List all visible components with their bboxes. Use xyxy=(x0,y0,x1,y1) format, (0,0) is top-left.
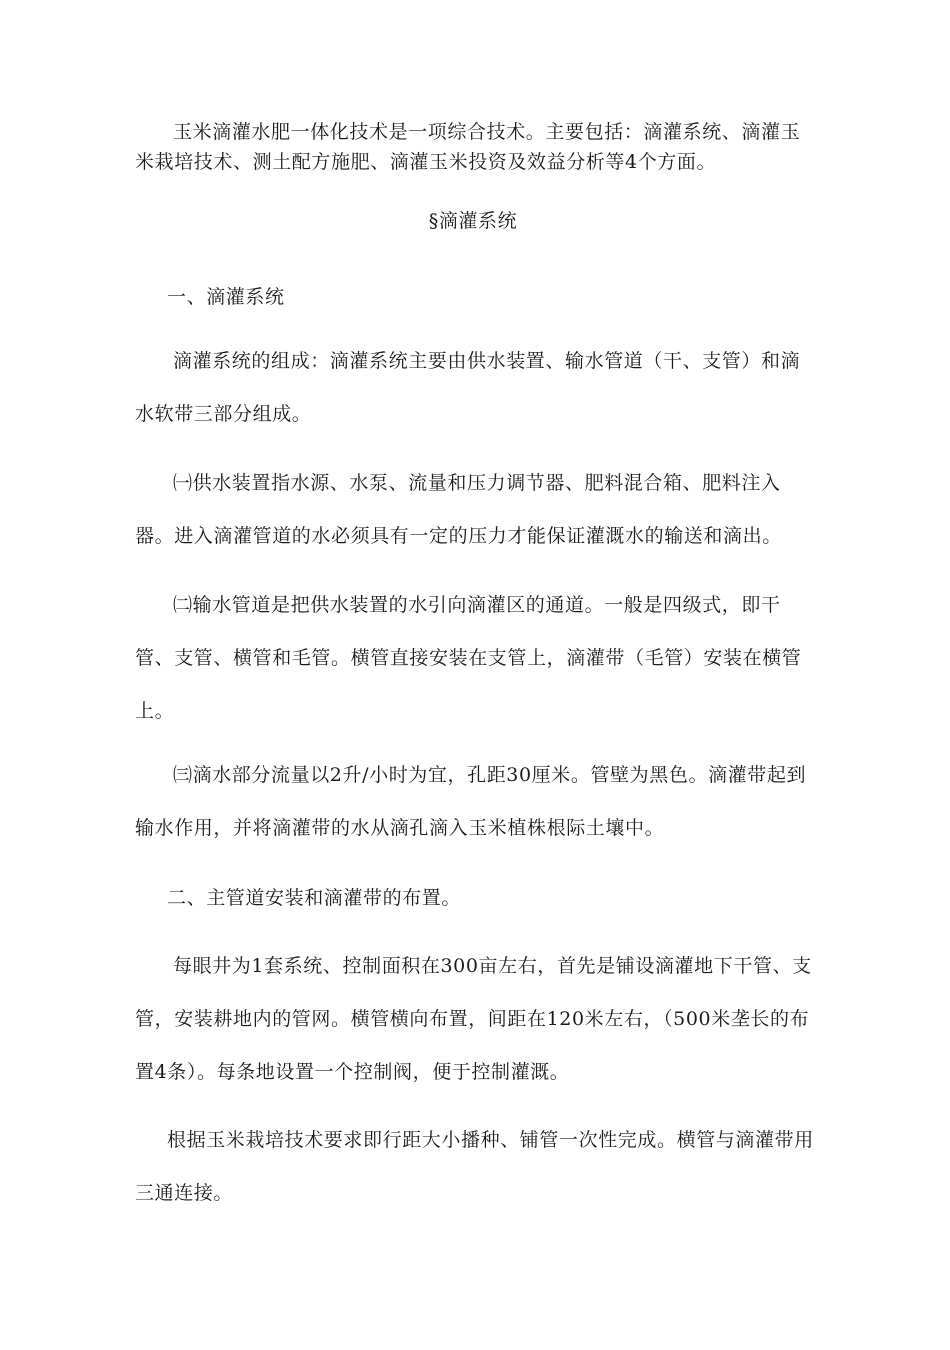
heading-drip-system: 一、滴灌系统 xyxy=(167,286,285,308)
intro-paragraph: 玉米滴灌水肥一体化技术是一项综合技术。主要包括：滴灌系统、滴灌玉米栽培技术、测土配方施肥、滴灌玉米投资及效益分析等4个方面。 xyxy=(135,121,801,173)
item-pipeline: ㈡输水管道是把供水装置的水引向滴灌区的通道。一般是四级式，即干管、支管、横管和毛管。横管直接安装在支管上，滴灌带（毛管）安装在横管上。 xyxy=(135,594,802,722)
planting-paragraph: 根据玉米栽培技术要求即行距大小播种、铺管一次性完成。横管与滴灌带用三通连接。 xyxy=(135,1129,814,1204)
item-dripping: ㈢滴水部分流量以2升/小时为宜，孔距30厘米。管壁为黑色。滴灌带起到输水作用，并将滴灌带的水从滴孔滴入玉米植株根际土壤中。 xyxy=(135,764,807,839)
well-layout-paragraph: 每眼井为1套系统、控制面积在300亩左右，首先是铺设滴灌地下干管、支管，安装耕地内的管网。横管横向布置，间距在120米左右，（500米垄长的布置4条）。每条地设置一个控制阀，便于控制灌溉。 xyxy=(135,955,812,1083)
item-water-supply: ㈠供水装置指水源、水泵、流量和压力调节器、肥料混合箱、肥料注入器。进入滴灌管道的水必须具有一定的压力才能保证灌溉水的输送和滴出。 xyxy=(135,472,782,547)
section-title: §滴灌系统 xyxy=(428,210,518,232)
composition-paragraph: 滴灌系统的组成：滴灌系统主要由供水装置、输水管道（干、支管）和滴水软带三部分组成。 xyxy=(135,350,801,425)
heading-main-pipe: 二、主管道安装和滴灌带的布置。 xyxy=(167,887,462,909)
